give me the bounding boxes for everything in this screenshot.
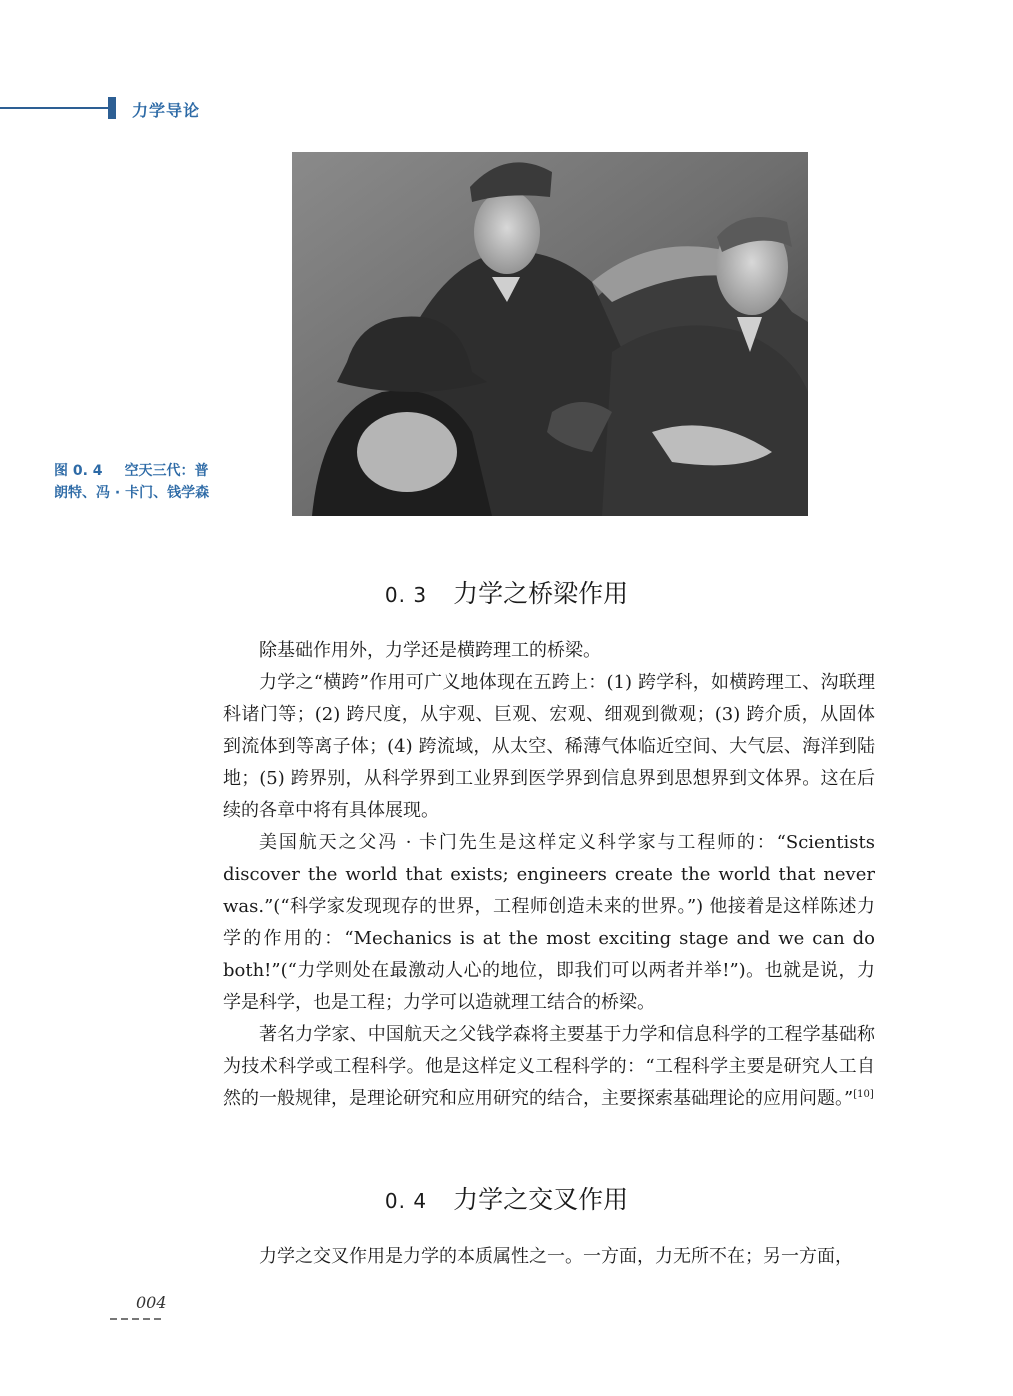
paragraph-text: 著名力学家、中国航天之父钱学森将主要基于力学和信息科学的工程学基础称为技术科学或工程科学。他是这样定义工程科学的：“工程科学主要是研究人工自然的一般规律，是理论研究和应用研究的结合，主要探索基础理论的应用问题。” <box>223 1024 875 1109</box>
paragraph: 力学之“横跨”作用可广义地体现在五跨上：(1) 跨学科，如横跨理工、沟联理科诸门等；(2) 跨尺度，从宇观、巨观、宏观、细观到微观；(3) 跨介质，从固体到流体到等离子体；(4) 跨流域，从太空、稀薄气体临近空间、大气层、海洋到陆地；(5) 跨界别，从科学界到工业界到医学界到信息界到思想界到文体界。这在后续的各章中将有具体展现。 <box>223 672 875 821</box>
citation: [10] <box>853 1089 874 1100</box>
running-head: 力学导论 <box>132 101 201 120</box>
header-marker <box>108 97 116 119</box>
section-number: 0. 3 <box>384 583 428 607</box>
figure-caption <box>54 460 219 504</box>
section-title: 力学之交叉作用 <box>453 1185 629 1214</box>
section-title: 力学之桥梁作用 <box>453 579 629 608</box>
figure-caption-text: 空天三代：普朗特、冯 · 卡门、钱学森 <box>54 463 210 501</box>
paragraph: 除基础作用外，力学还是横跨理工的桥梁。 <box>259 640 601 661</box>
section-body-0-4 <box>223 1241 875 1273</box>
section-heading-0-4 <box>0 1180 1013 1216</box>
figure-photo <box>292 152 808 516</box>
figure-number: 图 0. 4 <box>54 463 103 479</box>
paragraph: 美国航天之父冯 · 卡门先生是这样定义科学家与工程师的：“Scientists discover the world that exists; engineers create the world that never was.”(“科学家发现现存的世界，工程师创造未来的世界。”) 他接着是这样陈述力学的作用的：“Mechanics is at the most exciting stage and we can do both!”(“力学则处在最激动人心的地位，即我们可以两者并举!”)。也就是说，力学是科学，也是工程；力学可以造就理工结合的桥梁。 <box>223 832 875 1013</box>
page-number: 004 <box>136 1293 167 1312</box>
header-rule <box>0 107 108 109</box>
paragraph: 力学之交叉作用是力学的本质属性之一。一方面，力无所不在；另一方面， <box>259 1246 853 1267</box>
section-body-0-3 <box>223 635 875 1115</box>
paragraph <box>223 1019 875 1115</box>
page-number-rule <box>110 1318 165 1320</box>
section-number: 0. 4 <box>384 1189 428 1213</box>
section-heading-0-3 <box>0 574 1013 610</box>
